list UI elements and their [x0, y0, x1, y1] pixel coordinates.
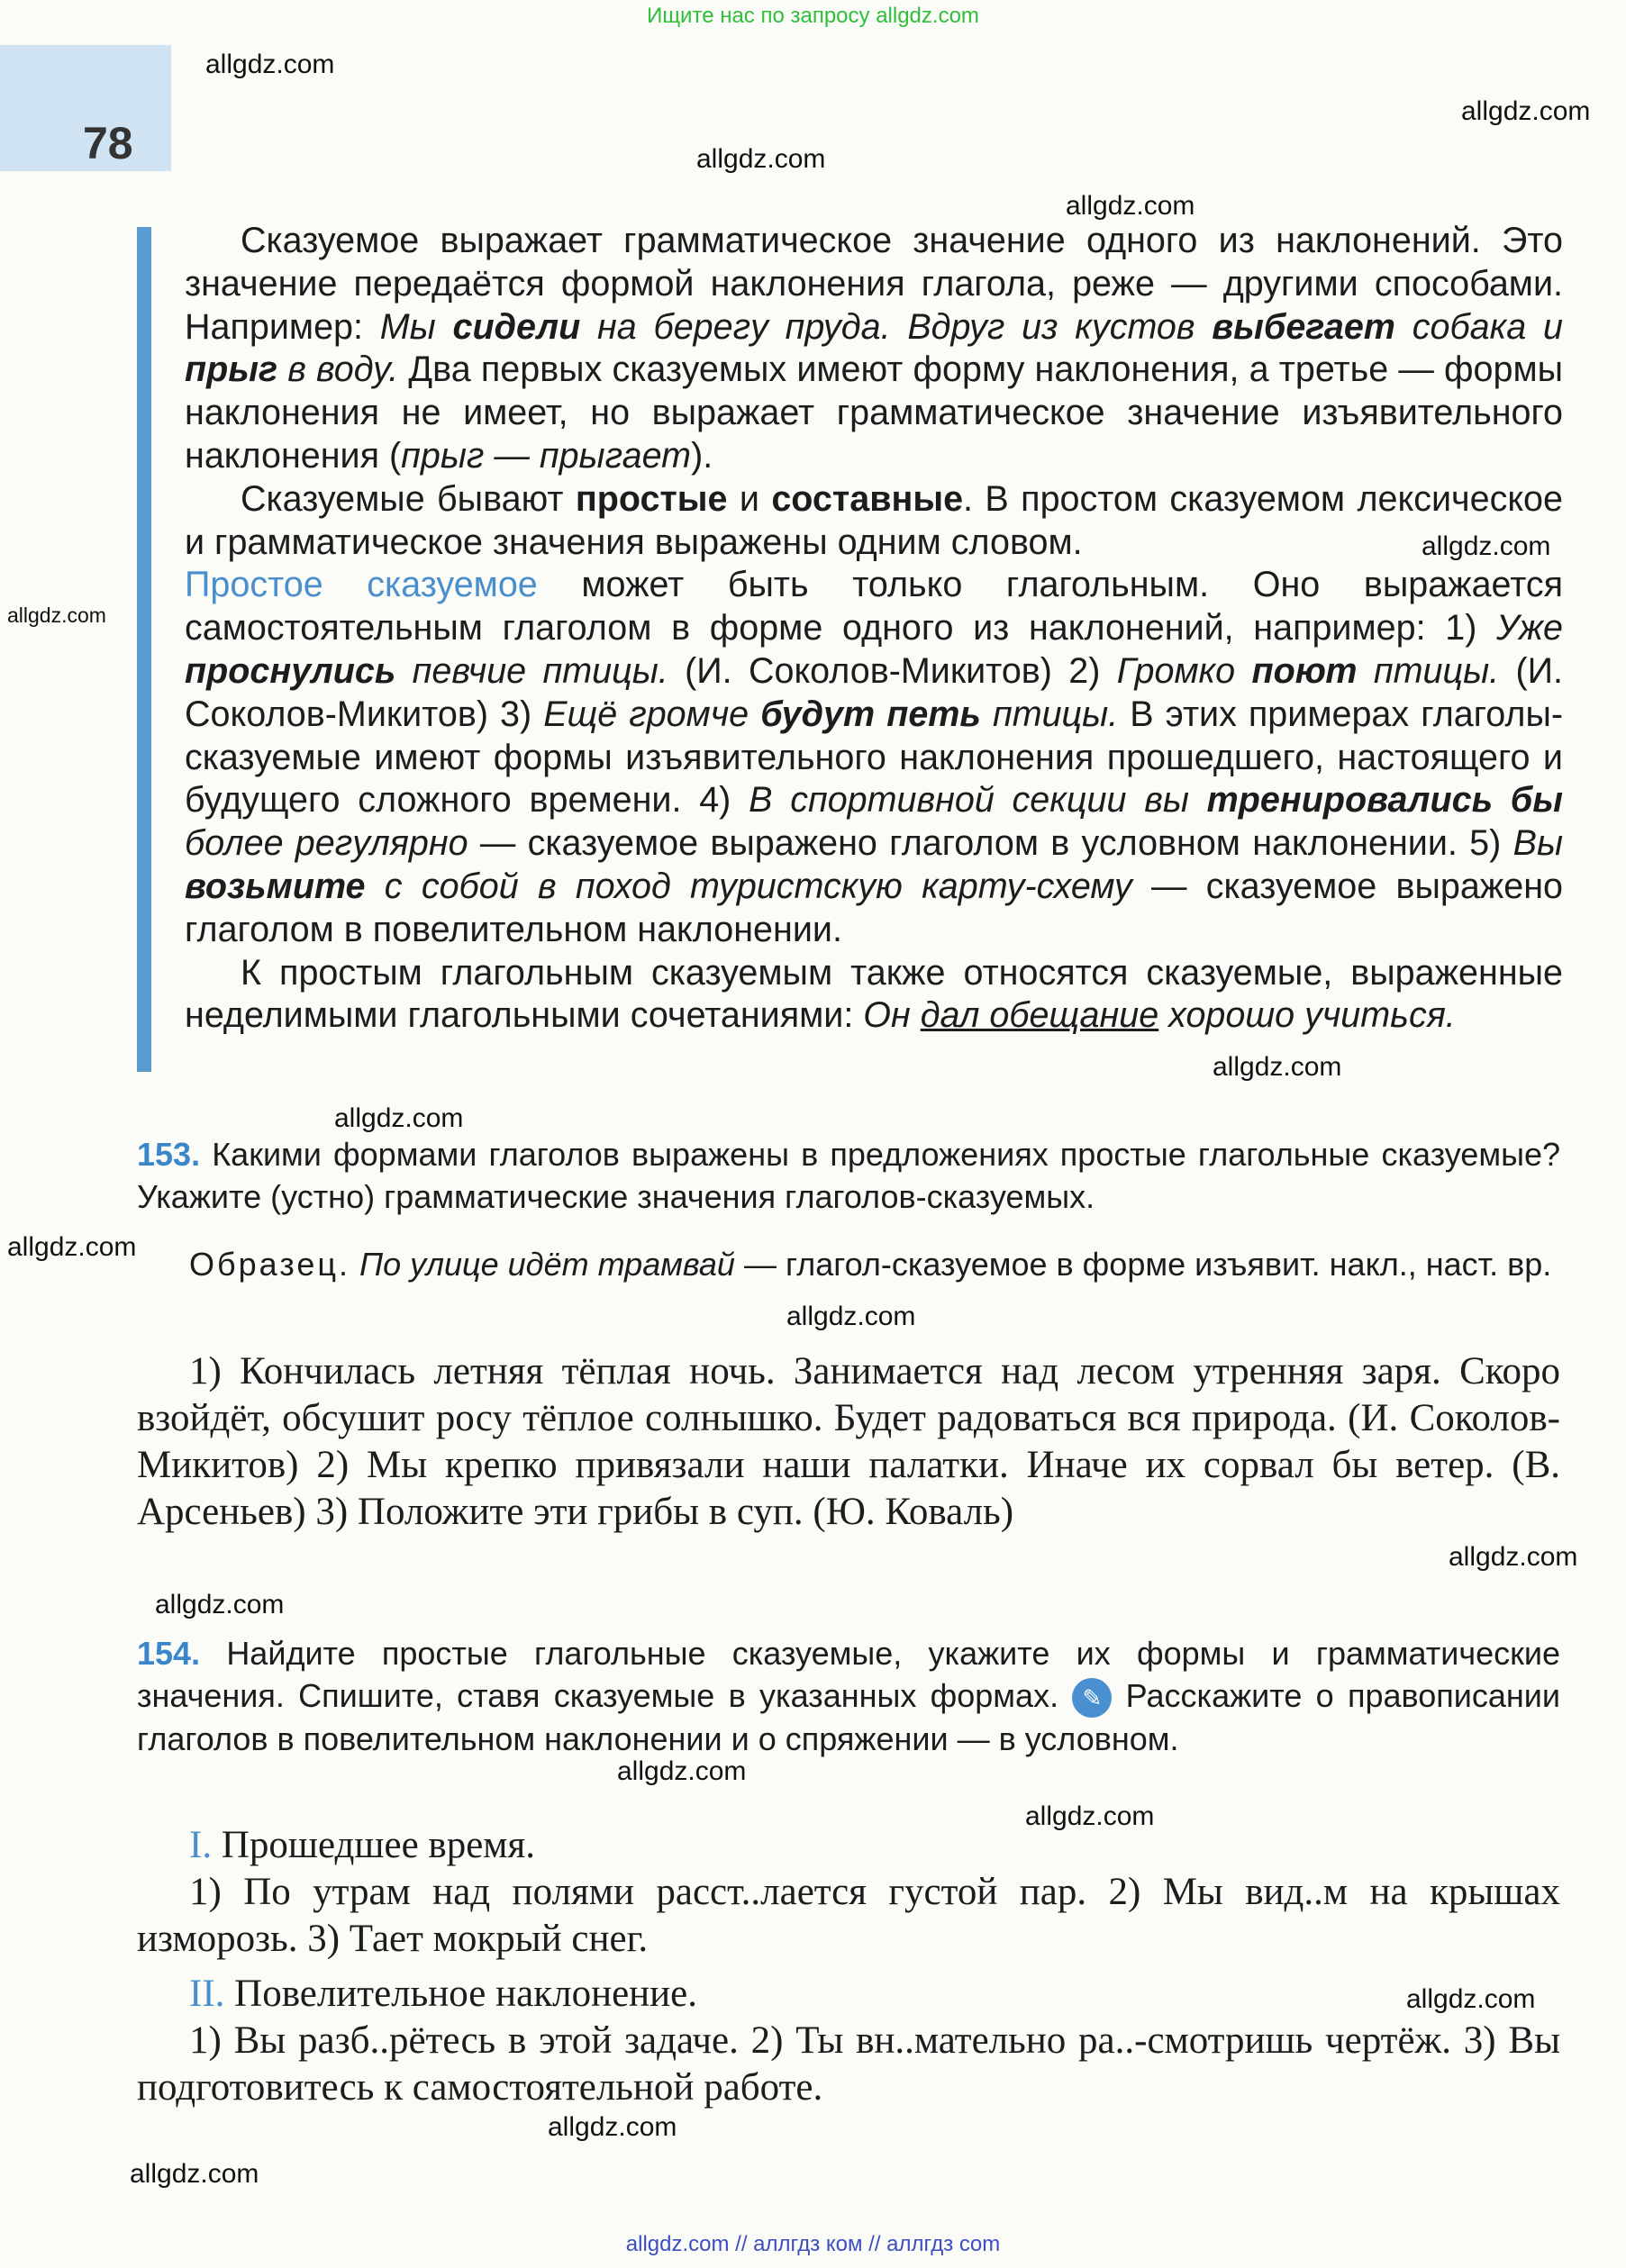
exercise-153-task: 153. Какими формами глаголов выражены в предложениях простые глагольные сказуемые? Укажите (устно) грамматические значения глаголов-сказуемых.	[137, 1136, 1560, 1215]
exercise-154-task: 154. Найдите простые глагольные сказуемые, укажите их формы и грамматические значения. Спишите, ставя сказуемые в указанных формах. ✎ Расскажите о правописании глаголов в повелительном наклонении и о спряжении — в условном.	[137, 1635, 1561, 1758]
theory-paragraph: Сказуемые бывают простые и составные. В простом сказуемом лексическое и грамматическое значения выражены одним словом.	[185, 478, 1563, 562]
exercise-153-text: 1) Кончилась летняя тёплая ночь. Занимается над лесом утренняя заря. Скоро взойдёт, обсушит росу тёплое солнышко. Будет радоваться вся природа. (И. Соколов-Микитов) 2) Мы крепко привязали наши палатки. Иначе их сорвал бы ветер. (В. Арсеньев) 3) Положите эти грибы в суп. (Ю. Коваль)	[137, 1350, 1560, 1533]
watermark: allgdz.com	[786, 1302, 916, 1331]
watermark: allgdz.com	[130, 2159, 259, 2189]
watermark: allgdz.com	[205, 50, 335, 79]
watermark: allgdz.com	[1422, 531, 1551, 561]
watermark: allgdz.com	[334, 1103, 464, 1133]
watermark: allgdz.com	[696, 144, 826, 174]
rule-accent-bar	[137, 227, 151, 1072]
theory-paragraph: К простым глагольным сказуемым также относятся сказуемые, выраженные неделимыми глагольными сочетаниями: Он дал обещание хорошо учиться.	[185, 952, 1563, 1036]
watermark: allgdz.com	[617, 1756, 747, 1786]
exercise-number: 153.	[137, 1136, 201, 1173]
watermark: allgdz.com	[7, 1232, 137, 1262]
exercise-154-section-2: II. Повелительное наклонение. 1) Вы разб..рётесь в этой задаче. 2) Ты вн..мательно ра..-смотришь чертёж. 3) Вы подготовитесь к самостоятельной работе.	[137, 1973, 1560, 2109]
exercise-154-section-1: I. Прошедшее время. 1) По утрам над полями расст..лается густой пар. 2) Мы вид..м на крышах изморозь. 3) Тает мокрый снег.	[137, 1824, 1560, 1960]
watermark: allgdz.com	[1461, 96, 1591, 126]
watermark: allgdz.com	[7, 603, 106, 627]
footer-links[interactable]: allgdz.com // аллгдз ком // аллгдз com	[625, 2232, 1001, 2256]
watermark: allgdz.com	[1066, 191, 1195, 221]
page-number: 78	[83, 118, 133, 168]
watermark: allgdz.com	[1406, 1984, 1536, 2014]
theory-block	[185, 220, 1563, 1038]
watermark: allgdz.com	[1449, 1542, 1578, 1572]
watermark: allgdz.com	[1213, 1052, 1342, 1082]
pencil-icon: ✎	[1072, 1678, 1112, 1718]
exercise-number: 154.	[137, 1635, 201, 1672]
search-banner[interactable]: Ищите нас по запросу allgdz.com	[647, 4, 979, 28]
watermark: allgdz.com	[1025, 1801, 1155, 1831]
watermark: allgdz.com	[548, 2112, 677, 2142]
theory-paragraph: Сказуемое выражает грамматическое значение одного из наклонений. Это значение передаётся формой наклонения глагола, реже — другими способами. Например: Мы сидели на берегу пруда. Вдруг из кустов выбегает собака и прыг в воду. Два первых сказуемых имеют форму наклонения, а третье — формы наклонения не имеет, но выражает грамматическое значение изъявительного наклонения (прыг — прыгает).	[185, 221, 1564, 476]
watermark: allgdz.com	[155, 1590, 285, 1619]
exercise-153-sample: Образец. По улице идёт трамвай — глагол-сказуемое в форме изъявит. накл., наст. вр.	[189, 1246, 1552, 1283]
key-term: Простое сказуемое	[185, 565, 538, 605]
theory-paragraph: Простое сказуемое может быть только глагольным. Оно выражается самостоятельным глаголом в форме одного из наклонений, например: 1) Уже проснулись певчие птицы. (И. Соколов-Микитов) 2) Громко поют птицы. (И. Соколов-Микитов) 3) Ещё громче будут петь птицы. В этих примерах глаголы-сказуемые имеют формы изъявительного наклонения прошедшего, настоящего и будущего сложного времени. 4) В спортивной секции вы тренировались бы более регулярно — сказуемое выражено глаголом в условном наклонении. 5) Вы возьмите с собой в поход туристскую карту-схему — сказуемое выражено глаголом в повелительном наклонении.	[185, 565, 1564, 949]
